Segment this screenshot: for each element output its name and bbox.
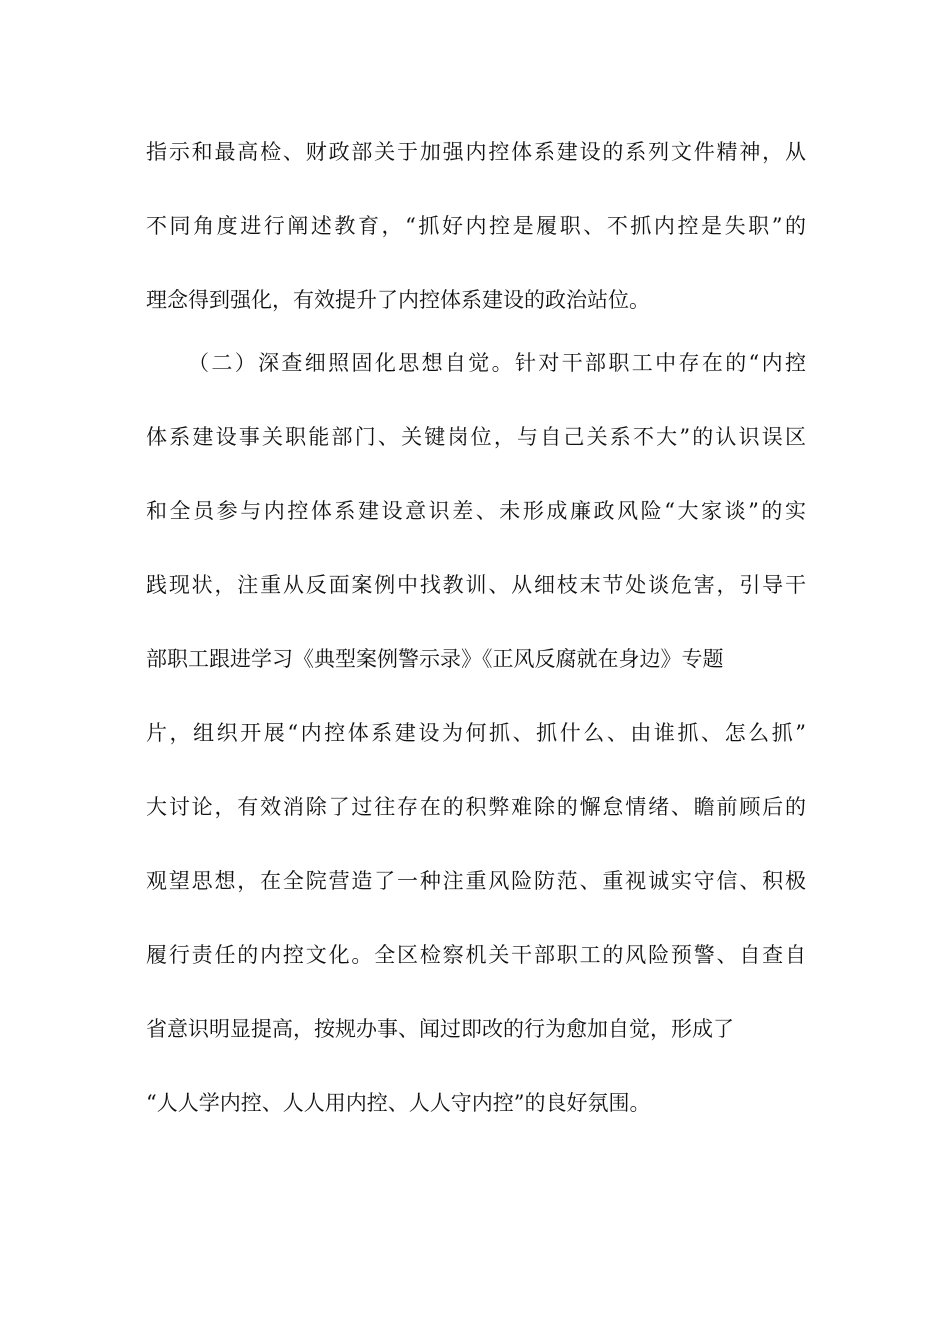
text-line-13: 省意识明显提高，按规办事、闻过即改的行为愈加自觉，形成了 — [146, 1017, 734, 1041]
text-line-9: 片，组织开展“内控体系建设为何抓、抓什么、由谁抓、怎么抓” — [146, 721, 806, 745]
text-line-11: 观望思想，在全院营造了一种注重风险防范、重视诚实守信、积极 — [146, 869, 806, 893]
text-line-8: 部职工跟进学习《典型案例警示录》《正风反腐就在身边》专题 — [146, 647, 724, 671]
text-line-14: “人人学内控、人人用内控、人人守内控”的良好氛围。 — [146, 1091, 651, 1115]
text-line-7: 践现状，注重从反面案例中找教训、从细枝末节处谈危害，引导干 — [146, 573, 806, 597]
text-line-10: 大讨论，有效消除了过往存在的积弊难除的懈怠情绪、瞻前顾后的 — [146, 795, 806, 819]
section-heading-line: （二）深查细照固化思想自觉。针对干部职工中存在的“内控 — [188, 351, 806, 375]
text-line-3: 理念得到强化，有效提升了内控体系建设的政治站位。 — [146, 288, 650, 312]
text-line-6: 和全员参与内控体系建设意识差、未形成廉政风险“大家谈”的实 — [146, 499, 806, 523]
text-line-12: 履行责任的内控文化。全区检察机关干部职工的风险预警、自查自 — [146, 943, 806, 967]
text-line-5: 体系建设事关职能部门、关键岗位，与自己关系不大”的认识误区 — [146, 425, 806, 449]
text-line-1: 指示和最高检、财政部关于加强内控体系建设的系列文件精神，从 — [146, 140, 806, 164]
text-line-2: 不同角度进行阐述教育，“抓好内控是履职、不抓内控是失职”的 — [146, 214, 806, 238]
